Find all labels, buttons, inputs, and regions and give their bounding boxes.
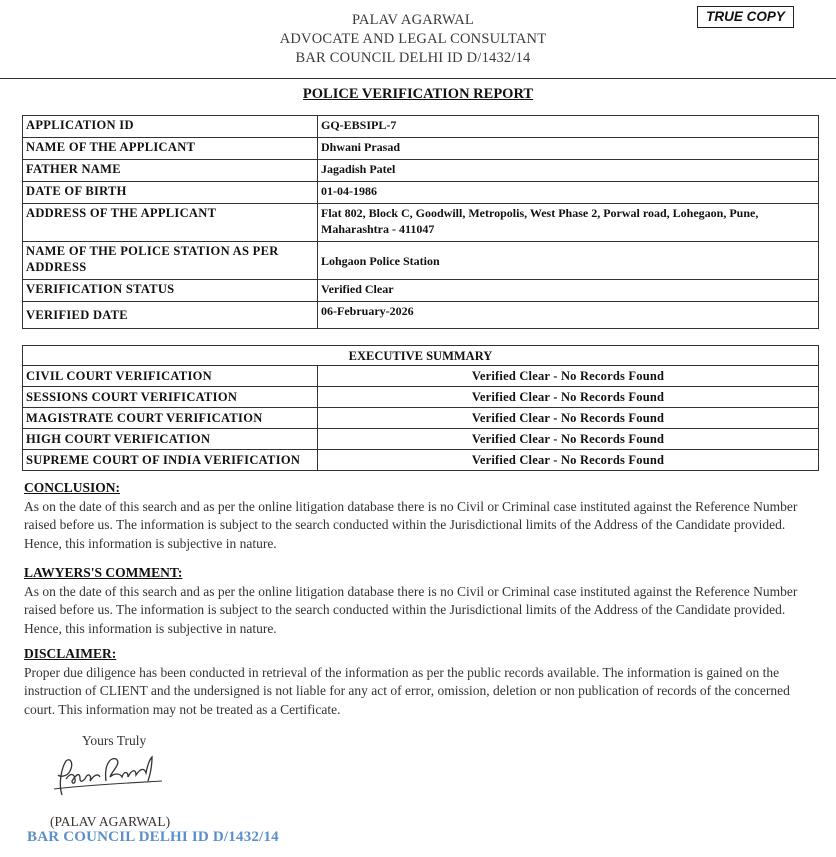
table-row [23,366,819,387]
detail-value: Lohgaon Police Station [318,242,819,280]
advocate-title: ADVOCATE AND LEGAL CONSULTANT [279,31,547,47]
table-row [23,116,819,138]
summary-heading: EXECUTIVE SUMMARY [23,346,819,366]
applicant-details-table [22,115,819,329]
detail-label: ADDRESS OF THE APPLICANT [23,204,318,242]
disclaimer-text: Proper due diligence has been conducted in retrieval of the information as per the public records available. The information is gained on the instruction of CLIENT and the undersigned is not liable for any act of error, omission, deletion or non publication of records of the concerned court. This information may not be treated as a Certificate. [24,664,790,717]
summary-value: Verified Clear - No Records Found [318,408,819,429]
detail-value: Dhwani Prasad [318,138,819,160]
detail-label: VERIFIED DATE [23,302,318,329]
detail-label: APPLICATION ID [23,116,318,138]
detail-value: 01-04-1986 [318,182,819,204]
detail-label: DATE OF BIRTH [23,182,318,204]
executive-summary-table [22,345,819,471]
table-row [23,242,819,280]
signature [48,753,168,809]
table-header-row [23,346,819,366]
detail-label: NAME OF THE POLICE STATION AS PER ADDRESS [23,242,318,280]
summary-label: MAGISTRATE COURT VERIFICATION [23,408,318,429]
footer-bar-council-id: BAR COUNCIL DELHI ID D/1432/14 [27,829,279,845]
summary-label: HIGH COURT VERIFICATION [23,429,318,450]
table-row [23,160,819,182]
lawyers-comment-heading: LAWYERS'S COMMENT: [24,565,183,580]
table-row [23,387,819,408]
table-row [23,408,819,429]
table-row [23,182,819,204]
signatory-name: (PALAV AGARWAL) [50,814,171,829]
detail-value: Flat 802, Block C, Goodwill, Metropolis, West Phase 2, Porwal road, Lohegaon, Pune, Maharashtra - 411047 [318,204,819,242]
detail-value: 06-February-2026 [318,302,819,329]
lawyers-comment-section [24,564,814,638]
report-title: POLICE VERIFICATION REPORT [302,86,534,102]
table-row [23,450,819,471]
summary-value: Verified Clear - No Records Found [318,387,819,408]
conclusion-section [24,479,814,553]
summary-label: SESSIONS COURT VERIFICATION [23,387,318,408]
detail-value: Verified Clear [318,280,819,302]
summary-value: Verified Clear - No Records Found [318,366,819,387]
detail-label: VERIFICATION STATUS [23,280,318,302]
lawyers-comment-text: As on the date of this search and as per the online litigation database there is no Civil or Criminal case instituted against the Reference Number raised before us. The information is subject to the search conducted within the Jurisdictional limits of the Address of the Candidate provided. Hence, this information is subjective in nature. [24,583,798,636]
summary-value: Verified Clear - No Records Found [318,429,819,450]
closing-salutation: Yours Truly [82,733,147,748]
conclusion-text: As on the date of this search and as per the online litigation database there is no Civil or Criminal case instituted against the Reference Number raised before us. The information is subject to the search conducted within the Jurisdictional limits of the Address of the Candidate provided. Hence, this information is subjective in nature. [24,498,798,551]
table-row [23,429,819,450]
summary-label: CIVIL COURT VERIFICATION [23,366,318,387]
disclaimer-section [24,645,814,719]
conclusion-heading: CONCLUSION: [24,480,121,495]
bar-council-id: BAR COUNCIL DELHI ID D/1432/14 [295,50,531,66]
summary-label: SUPREME COURT OF INDIA VERIFICATION [23,450,318,471]
header-divider [0,78,836,79]
table-row [23,138,819,160]
table-row [23,302,819,329]
true-copy-stamp: TRUE COPY [697,6,794,28]
detail-value: Jagadish Patel [318,160,819,182]
advocate-name: PALAV AGARWAL [352,12,474,28]
disclaimer-heading: DISCLAIMER: [24,646,117,661]
detail-label: NAME OF THE APPLICANT [23,138,318,160]
detail-value: GQ-EBSIPL-7 [318,116,819,138]
detail-label: FATHER NAME [23,160,318,182]
summary-value: Verified Clear - No Records Found [318,450,819,471]
table-row [23,204,819,242]
table-row [23,280,819,302]
